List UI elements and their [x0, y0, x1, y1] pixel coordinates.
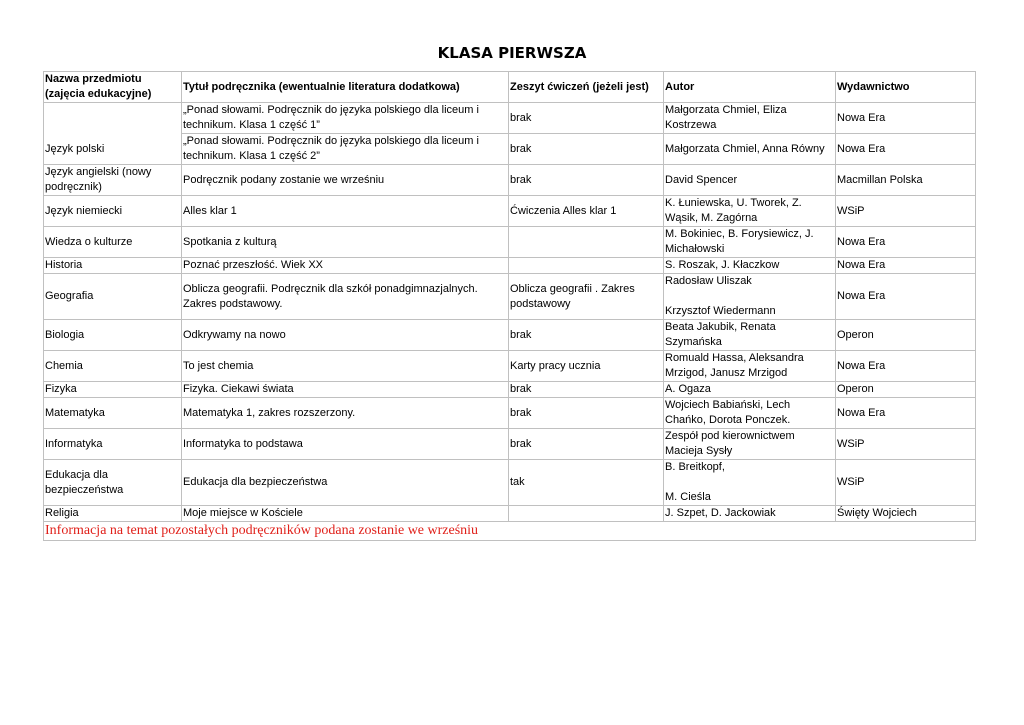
textbook-cell: Odkrywamy na nowo: [182, 320, 509, 351]
author-cell: K. Łuniewska, U. Tworek, Z. Wąsik, M. Zagórna: [664, 196, 836, 227]
subject-cell: Fizyka: [44, 382, 182, 398]
table-row: [44, 460, 976, 506]
author-cell: J. Szpet, D. Jackowiak: [664, 506, 836, 522]
textbook-cell: Moje miejsce w Kościele: [182, 506, 509, 522]
workbook-cell: brak: [509, 398, 664, 429]
subject-cell: Wiedza o kulturze: [44, 227, 182, 258]
table-row: [44, 382, 976, 398]
publisher-cell: Macmillan Polska: [836, 165, 976, 196]
author-cell: M. Bokiniec, B. Forysiewicz, J. Michałowski: [664, 227, 836, 258]
table-row: [44, 506, 976, 522]
workbook-cell: Oblicza geografii . Zakres podstawowy: [509, 274, 664, 320]
textbook-cell: „Ponad słowami. Podręcznik do języka polskiego dla liceum i technikum. Klasa 1 część 2”: [182, 134, 509, 165]
table-row: [44, 196, 976, 227]
textbook-cell: Oblicza geografii. Podręcznik dla szkół ponadgimnazjalnych. Zakres podstawowy.: [182, 274, 509, 320]
author-cell: Wojciech Babiański, Lech Chańko, Dorota Ponczek.: [664, 398, 836, 429]
textbook-cell: Spotkania z kulturą: [182, 227, 509, 258]
author-cell: [664, 460, 836, 506]
publisher-cell: Nowa Era: [836, 134, 976, 165]
publisher-cell: Święty Wojciech: [836, 506, 976, 522]
author-cell: Romuald Hassa, Aleksandra Mrzigod, Janusz Mrzigod: [664, 351, 836, 382]
workbook-cell: brak: [509, 382, 664, 398]
info-note: Informacja na temat pozostałych podręczników podana zostanie we wrześniu: [44, 522, 976, 541]
workbook-cell: brak: [509, 134, 664, 165]
textbook-cell: Fizyka. Ciekawi świata: [182, 382, 509, 398]
note-row: [44, 522, 976, 541]
publisher-cell: Nowa Era: [836, 227, 976, 258]
publisher-cell: Nowa Era: [836, 398, 976, 429]
publisher-cell: WSiP: [836, 196, 976, 227]
table-row: [44, 274, 976, 320]
textbook-cell: To jest chemia: [182, 351, 509, 382]
publisher-cell: Operon: [836, 382, 976, 398]
textbook-cell: „Ponad słowami. Podręcznik do języka polskiego dla liceum i technikum. Klasa 1 część 1”: [182, 103, 509, 134]
author-cell: Zespół pod kierownictwem Macieja Sysły: [664, 429, 836, 460]
author-cell: S. Roszak, J. Kłaczkow: [664, 258, 836, 274]
workbook-cell: brak: [509, 165, 664, 196]
author-line: Radosław Uliszak: [665, 275, 752, 287]
textbook-cell: Podręcznik podany zostanie we wrześniu: [182, 165, 509, 196]
author-cell: [664, 274, 836, 320]
publisher-cell: WSiP: [836, 429, 976, 460]
textbook-cell: Matematyka 1, zakres rozszerzony.: [182, 398, 509, 429]
subject-cell: Chemia: [44, 351, 182, 382]
publisher-cell: Nowa Era: [836, 258, 976, 274]
publisher-cell: Operon: [836, 320, 976, 351]
table-row: [44, 134, 976, 165]
workbook-cell: brak: [509, 320, 664, 351]
textbook-cell: Alles klar 1: [182, 196, 509, 227]
workbook-cell: brak: [509, 103, 664, 134]
header-publisher: Wydawnictwo: [836, 72, 976, 103]
subject-cell: Edukacja dla bezpieczeństwa: [44, 460, 182, 506]
publisher-cell: Nowa Era: [836, 351, 976, 382]
workbook-cell: [509, 506, 664, 522]
subject-cell: Język angielski (nowy podręcznik): [44, 165, 182, 196]
table-row: [44, 351, 976, 382]
header-workbook: Zeszyt ćwiczeń (jeżeli jest): [509, 72, 664, 103]
table-row: [44, 320, 976, 351]
publisher-cell: WSiP: [836, 460, 976, 506]
table-row: [44, 165, 976, 196]
workbook-cell: tak: [509, 460, 664, 506]
textbook-cell: Informatyka to podstawa: [182, 429, 509, 460]
author-cell: David Spencer: [664, 165, 836, 196]
subject-cell: Informatyka: [44, 429, 182, 460]
table-header-row: [44, 72, 976, 103]
textbook-cell: Edukacja dla bezpieczeństwa: [182, 460, 509, 506]
table-row: [44, 429, 976, 460]
author-cell: A. Ogaza: [664, 382, 836, 398]
author-line: Krzysztof Wiedermann: [665, 305, 776, 317]
subject-cell: Język polski: [44, 103, 182, 165]
textbook-cell: Poznać przeszłość. Wiek XX: [182, 258, 509, 274]
subject-cell: Religia: [44, 506, 182, 522]
author-cell: Małgorzata Chmiel, Anna Równy: [664, 134, 836, 165]
table-row: [44, 258, 976, 274]
workbook-cell: brak: [509, 429, 664, 460]
header-subject: Nazwa przedmiotu (zajęcia edukacyjne): [44, 72, 182, 103]
header-author: Autor: [664, 72, 836, 103]
publisher-cell: Nowa Era: [836, 274, 976, 320]
subject-cell: Historia: [44, 258, 182, 274]
table-row: [44, 398, 976, 429]
author-cell: Małgorzata Chmiel, Eliza Kostrzewa: [664, 103, 836, 134]
workbook-cell: Ćwiczenia Alles klar 1: [509, 196, 664, 227]
subject-cell: Matematyka: [44, 398, 182, 429]
subject-cell: Geografia: [44, 274, 182, 320]
table-row: [44, 103, 976, 134]
workbook-cell: [509, 258, 664, 274]
author-line: M. Cieśla: [665, 491, 711, 503]
textbook-table: [43, 71, 976, 541]
workbook-cell: Karty pracy ucznia: [509, 351, 664, 382]
author-line: B. Breitkopf,: [665, 461, 725, 473]
workbook-cell: [509, 227, 664, 258]
header-textbook: Tytuł podręcznika (ewentualnie literatura dodatkowa): [182, 72, 509, 103]
table-row: [44, 227, 976, 258]
subject-cell: Biologia: [44, 320, 182, 351]
author-cell: Beata Jakubik, Renata Szymańska: [664, 320, 836, 351]
publisher-cell: Nowa Era: [836, 103, 976, 134]
subject-cell: Język niemiecki: [44, 196, 182, 227]
page-title: KLASA PIERWSZA: [437, 44, 587, 62]
